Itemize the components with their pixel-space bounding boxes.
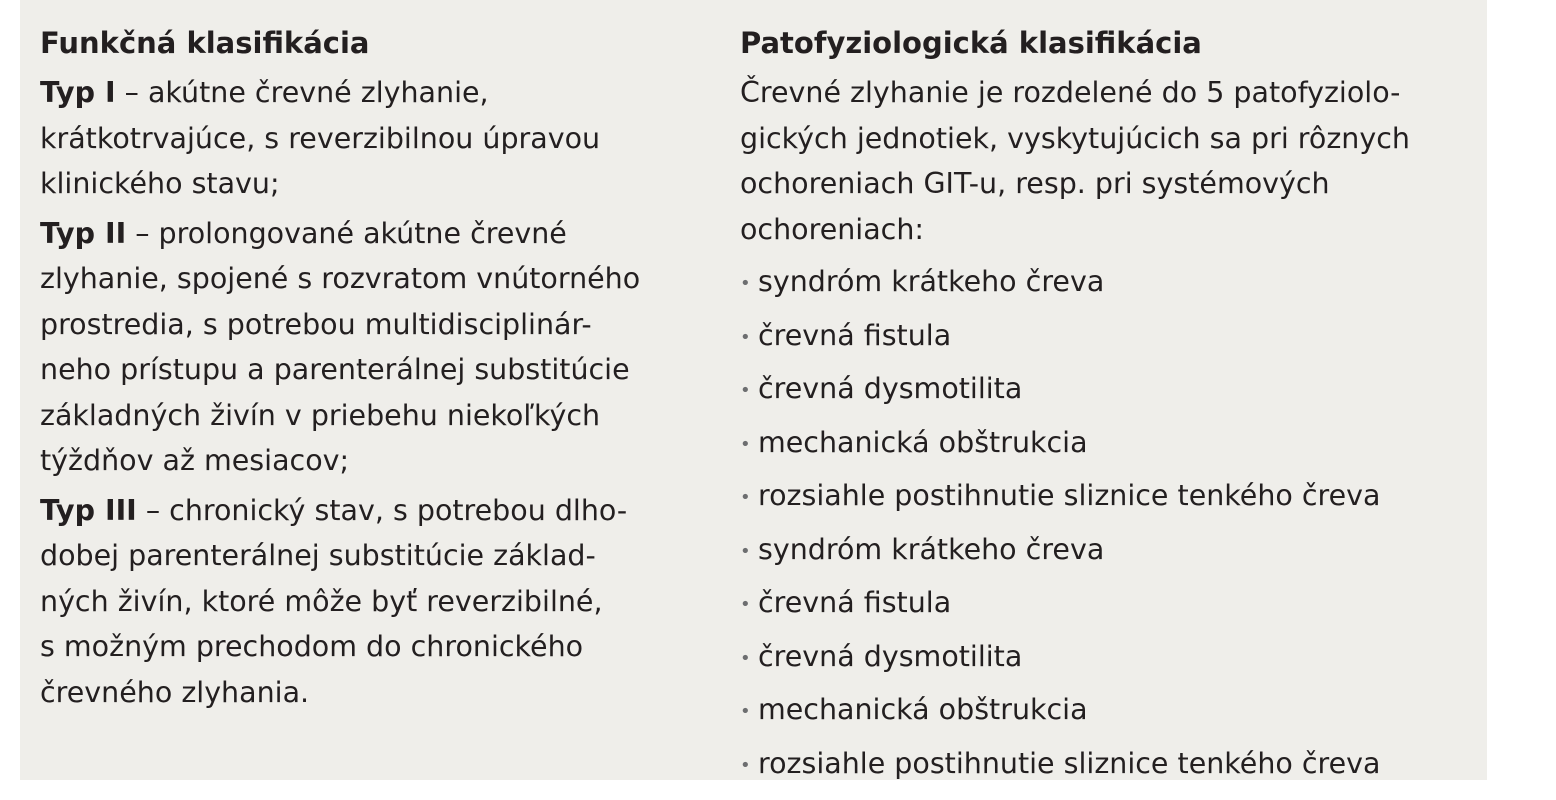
list-item-text: črevná dysmotilita (758, 639, 1023, 673)
list-item-text: črevná fistula (758, 318, 952, 352)
list-item (740, 631, 1500, 685)
type-1-text: – akútne črevné zlyhanie, krátkotrvajúce, s reverzibilnou úpravou klinického stavu; (40, 76, 601, 200)
bullet-icon: • (740, 594, 751, 615)
list-item (740, 524, 1500, 578)
list-item (740, 738, 1500, 792)
list-item-text: mechanická obštrukcia (758, 425, 1088, 459)
type-1-paragraph (40, 70, 720, 207)
bullet-icon: • (740, 701, 751, 722)
type-2-label: Typ II (40, 216, 127, 250)
list-item-text: rozsiahle postihnutie sliznice tenkého čreva (758, 479, 1381, 512)
bullet-icon: • (740, 273, 751, 294)
list-item-text: mechanická obštrukcia (758, 693, 1088, 726)
list-item (740, 256, 1500, 310)
list-item (740, 470, 1500, 524)
functional-classification-heading: Funkčná klasifikácia (40, 26, 370, 60)
bullet-icon: • (740, 540, 751, 562)
type-2-text: – prolongované akútne črevné zlyhanie, spojené s rozvratom vnútorného prostredia, s potrebou multidisciplinár- neho prístupu a parenterálnej substitúcie základných živín v priebehu niekoľkých týždňov až mesiacov; (40, 216, 641, 477)
pathophysiological-classification-heading: Patofyziologická klasifikácia (740, 26, 1202, 60)
list-item-text: syndróm krátkeho čreva (758, 265, 1105, 298)
list-item-text: črevná fistula (758, 586, 952, 619)
pathophysiological-classification-column (740, 18, 1500, 791)
list-item (740, 417, 1500, 471)
bullet-icon: • (740, 487, 751, 508)
list-item-text: syndróm krátkeho čreva (758, 532, 1105, 566)
list-item-text: črevná dysmotilita (758, 372, 1023, 405)
bullet-icon: • (740, 326, 751, 348)
list-item (740, 363, 1500, 417)
type-2-paragraph (40, 211, 720, 484)
list-item (740, 684, 1500, 738)
bullet-icon: • (740, 380, 751, 401)
type-3-text: – chronický stav, s potrebou dlho- dobej parenterálnej substitúcie základ- ných živín, ktoré môže byť reverzibilné, s možným prechodom do chronického črevného zlyhania. (40, 493, 628, 709)
list-item (740, 310, 1500, 364)
type-3-label: Typ III (40, 493, 137, 527)
functional-classification-column (40, 18, 720, 719)
list-item (740, 577, 1500, 631)
bullet-icon: • (740, 754, 751, 776)
pathophysiological-intro: Črevné zlyhanie je rozdelené do 5 patofyziolo- gických jednotiek, vyskytujúcich sa pri rôznych ochoreniach GIT-u, resp. pri systémových ochoreniach: (740, 76, 1410, 246)
bullet-icon: • (740, 647, 751, 669)
type-3-paragraph (40, 488, 720, 716)
type-1-label: Typ I (40, 76, 116, 109)
pathophysiological-list (740, 256, 1500, 791)
list-item-text: rozsiahle postihnutie sliznice tenkého čreva (758, 746, 1381, 780)
bullet-icon: • (740, 433, 751, 455)
